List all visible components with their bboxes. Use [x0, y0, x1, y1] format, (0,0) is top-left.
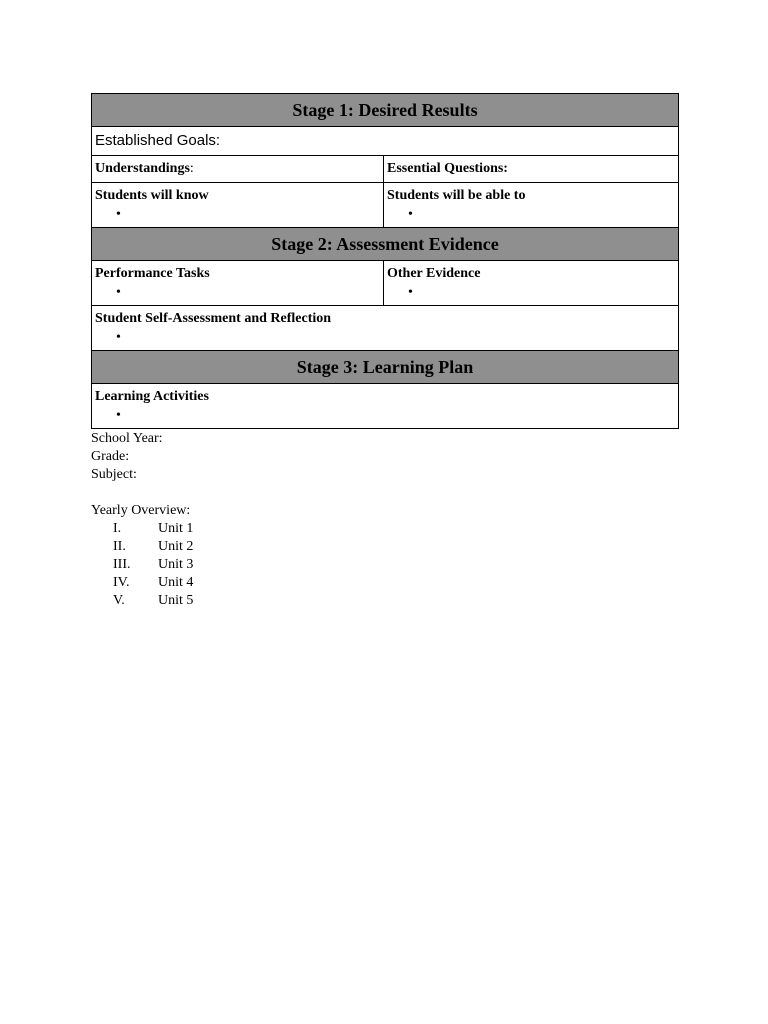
- bullet-point: •: [408, 285, 413, 300]
- unit-numeral: II.: [113, 539, 126, 554]
- bullet-point: •: [116, 408, 121, 423]
- students-able-label: Students will be able to: [387, 188, 526, 203]
- bullet-point: •: [408, 207, 413, 222]
- subject-label[interactable]: Subject:: [91, 467, 137, 482]
- essential-questions-cell[interactable]: [384, 156, 679, 183]
- established-goals-label[interactable]: Established Goals:: [92, 127, 679, 156]
- unit-numeral: III.: [113, 557, 131, 572]
- unit-label: Unit 2: [158, 539, 194, 554]
- course-info: [91, 430, 193, 610]
- bullet-point: •: [116, 330, 121, 345]
- grade-label[interactable]: Grade:: [91, 449, 130, 464]
- unit-list: [91, 520, 193, 610]
- bullet-point: •: [116, 285, 121, 300]
- list-item[interactable]: [91, 574, 193, 592]
- self-assessment-label: Student Self-Assessment and Reflection: [95, 311, 332, 326]
- list-item[interactable]: [91, 556, 193, 574]
- unit-label: Unit 5: [158, 593, 194, 608]
- bullet-point: •: [116, 207, 121, 222]
- unit-label: Unit 1: [158, 521, 194, 536]
- stage3-header: Stage 3: Learning Plan: [92, 351, 679, 384]
- list-item[interactable]: [91, 592, 193, 610]
- unit-numeral: I.: [113, 521, 122, 536]
- students-know-cell[interactable]: [92, 183, 384, 228]
- list-item[interactable]: [91, 538, 193, 556]
- other-evidence-label: Other Evidence: [387, 266, 481, 281]
- learning-activities-label: Learning Activities: [95, 389, 209, 404]
- performance-tasks-label: Performance Tasks: [95, 266, 210, 281]
- self-assessment-cell[interactable]: [92, 306, 679, 351]
- unit-numeral: V.: [113, 593, 125, 608]
- stage2-header: Stage 2: Assessment Evidence: [92, 228, 679, 261]
- stage1-header: Stage 1: Desired Results: [92, 94, 679, 127]
- unit-label: Unit 4: [158, 575, 194, 590]
- unit-label: Unit 3: [158, 557, 194, 572]
- unit-numeral: IV.: [113, 575, 130, 590]
- learning-activities-cell[interactable]: [92, 384, 679, 429]
- spacer: [91, 484, 193, 502]
- essential-questions-label: Essential Questions:: [387, 161, 508, 176]
- students-able-cell[interactable]: [384, 183, 679, 228]
- other-evidence-cell[interactable]: [384, 261, 679, 306]
- understandings-label: Understandings:: [95, 161, 194, 176]
- performance-tasks-cell[interactable]: [92, 261, 384, 306]
- school-year-label[interactable]: School Year:: [91, 431, 163, 446]
- students-know-label: Students will know: [95, 188, 209, 203]
- ubd-planning-table: [91, 93, 679, 429]
- understandings-cell[interactable]: [92, 156, 384, 183]
- yearly-overview-label: Yearly Overview:: [91, 503, 191, 518]
- list-item[interactable]: [91, 520, 193, 538]
